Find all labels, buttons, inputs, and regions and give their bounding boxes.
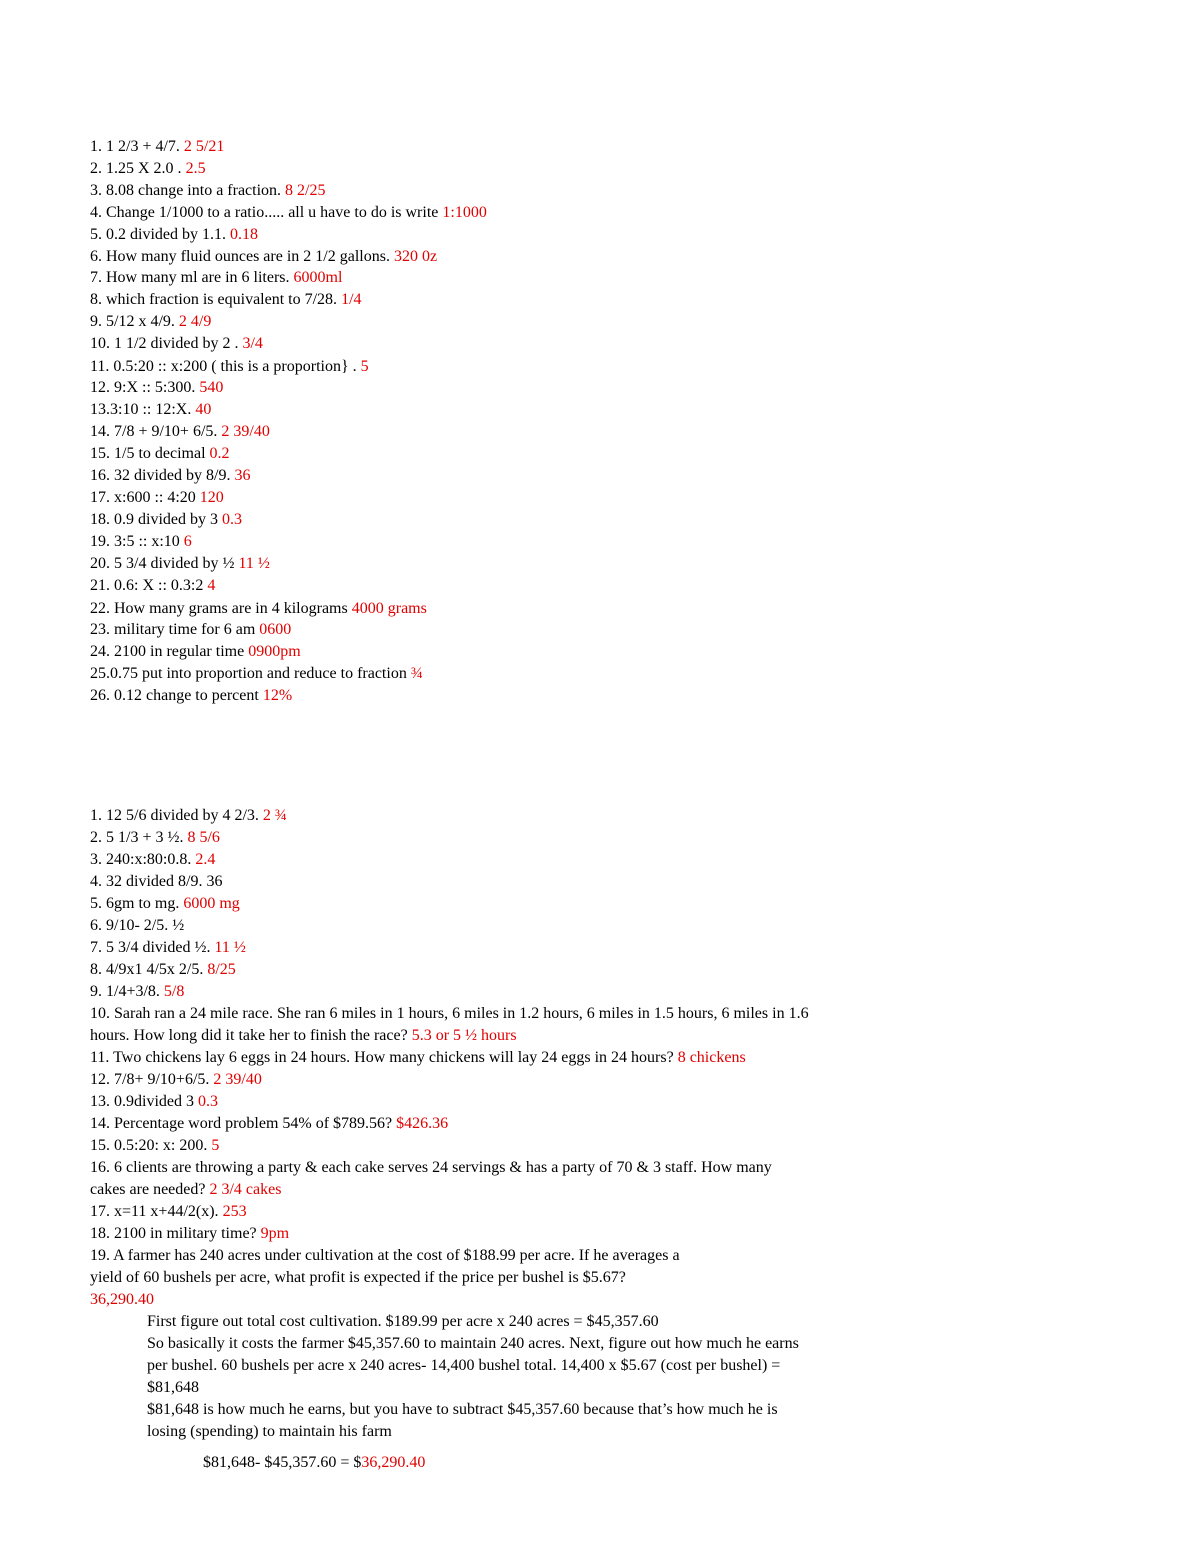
list-item: 11. Two chickens lay 6 eggs in 24 hours. How many chickens will lay 24 eggs in 24 hours? 8 chickens [90,1049,746,1066]
list-item: 1. 12 5/6 divided by 4 2/3. 2 ¾ [90,807,287,824]
explanation-line: $81,648 [147,1379,199,1396]
list-item: 2. 5 1/3 + 3 ½. 8 5/6 [90,829,220,846]
list-item: 17. x:600 :: 4:20 120 [90,489,224,506]
explanation-line: So basically it costs the farmer $45,357.60 to maintain 240 acres. Next, figure out how much he earns [147,1335,799,1352]
list-item: 13.3:10 :: 12:X. 40 [90,401,212,418]
list-item: 3. 8.08 change into a fraction. 8 2/25 [90,182,326,199]
list-item: 11. 0.5:20 :: x:200 ( this is a proportion} . 5 [90,358,369,375]
list-item: 1. 1 2/3 + 4/7. 2 5/21 [90,138,225,155]
list-item: 6. 9/10- 2/5. ½ [90,917,185,934]
explanation-line: losing (spending) to maintain his farm [147,1423,392,1440]
list-item: 4. 32 divided 8/9. 36 [90,873,223,890]
list-item: 16. 32 divided by 8/9. 36 [90,467,251,484]
list-item: 21. 0.6: X :: 0.3:2 4 [90,577,216,594]
list-item: 10. 1 1/2 divided by 2 . 3/4 [90,335,263,352]
list-item: 13. 0.9divided 3 0.3 [90,1093,218,1110]
list-item: 16. 6 clients are throwing a party & each cake serves 24 servings & has a party of 70 & 3 staff. How many [90,1159,772,1176]
list-item: 22. How many grams are in 4 kilograms 4000 grams [90,600,427,617]
list-item: 20. 5 3/4 divided by ½ 11 ½ [90,555,270,572]
list-item: yield of 60 bushels per acre, what profit is expected if the price per bushel is $5.67? [90,1269,626,1286]
list-item: 14. 7/8 + 9/10+ 6/5. 2 39/40 [90,423,270,440]
list-item: 14. Percentage word problem 54% of $789.56? $426.36 [90,1115,449,1132]
list-item: 9. 1/4+3/8. 5/8 [90,983,185,1000]
list-item: 24. 2100 in regular time 0900pm [90,643,301,660]
answer-text: 36,290.40 [90,1291,154,1308]
list-item: 9. 5/12 x 4/9. 2 4/9 [90,313,212,330]
list-item: 12. 7/8+ 9/10+6/5. 2 39/40 [90,1071,262,1088]
list-item: 17. x=11 x+44/2(x). 253 [90,1203,247,1220]
list-item: 15. 0.5:20: x: 200. 5 [90,1137,220,1154]
list-item: 19. 3:5 :: x:10 6 [90,533,192,550]
list-item: 19. A farmer has 240 acres under cultivation at the cost of $188.99 per acre. If he averages a [90,1247,680,1264]
list-item: 4. Change 1/1000 to a ratio..... all u have to do is write 1:1000 [90,204,487,221]
list-item: 7. How many ml are in 6 liters. 6000ml [90,269,343,286]
final-calculation: $81,648- $45,357.60 = $36,290.40 [203,1454,426,1471]
list-item: 7. 5 3/4 divided ½. 11 ½ [90,939,246,956]
list-item: 23. military time for 6 am 0600 [90,621,292,638]
list-item: 18. 2100 in military time? 9pm [90,1225,290,1242]
list-item: 18. 0.9 divided by 3 0.3 [90,511,242,528]
list-item: 10. Sarah ran a 24 mile race. She ran 6 miles in 1 hours, 6 miles in 1.2 hours, 6 miles in 1.5 hours, 6 miles in 1.6 [90,1005,809,1022]
list-item: cakes are needed? 2 3/4 cakes [90,1181,282,1198]
list-item: 8. which fraction is equivalent to 7/28. 1/4 [90,291,362,308]
explanation-line: First figure out total cost cultivation. $189.99 per acre x 240 acres = $45,357.60 [147,1313,659,1330]
list-item: hours. How long did it take her to finish the race? 5.3 or 5 ½ hours [90,1027,517,1044]
list-item: 15. 1/5 to decimal 0.2 [90,445,230,462]
list-item: 5. 6gm to mg. 6000 mg [90,895,240,912]
list-item: 26. 0.12 change to percent 12% [90,687,293,704]
list-item: 12. 9:X :: 5:300. 540 [90,379,224,396]
list-item: 5. 0.2 divided by 1.1. 0.18 [90,226,258,243]
list-item: 8. 4/9x1 4/5x 2/5. 8/25 [90,961,236,978]
explanation-line: $81,648 is how much he earns, but you have to subtract $45,357.60 because that’s how much he is [147,1401,778,1418]
list-item: 2. 1.25 X 2.0 . 2.5 [90,160,206,177]
list-item: 3. 240:x:80:0.8. 2.4 [90,851,216,868]
list-item: 25.0.75 put into proportion and reduce to fraction ¾ [90,665,423,682]
explanation-line: per bushel. 60 bushels per acre x 240 acres- 14,400 bushel total. 14,400 x $5.67 (cost per bushel) = [147,1357,781,1374]
list-item: 6. How many fluid ounces are in 2 1/2 gallons. 320 0z [90,248,438,265]
